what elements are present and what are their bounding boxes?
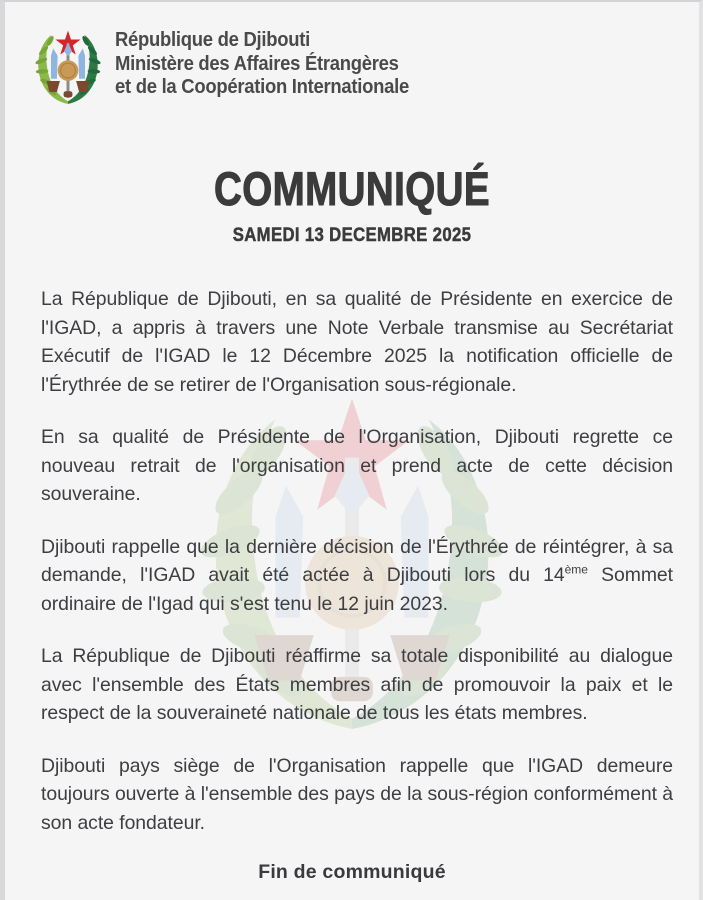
dagger-left [51, 48, 58, 78]
paragraph-3-before: Djibouti rappelle que la dernière décision de l'Érythrée de réintégrer, à sa demande, l'IGAD avait été actée à Djibouti lors du 14 [41, 535, 673, 586]
document-date: SAMEDI 13 DECEMBRE 2025 [232, 225, 472, 246]
paragraph-2: En sa qualité de Présidente de l'Organisation, Djibouti regrette ce nouveau retrait de l'organisation et prend acte de cette décision souveraine. [41, 426, 673, 505]
paragraph-3 [41, 533, 673, 619]
closing-statement: Fin de communiqué [258, 861, 446, 883]
header-line-republic: République de Djibouti [115, 28, 310, 51]
header-line-cooperation: et de la Coopération Internationale [115, 75, 410, 98]
paragraph-3-after: Sommet ordinaire de l'Igad qui s'est tenu le 12 juin 2023. [41, 564, 673, 615]
document-header [5, 2, 699, 107]
paragraph-4: La République de Djibouti réaffirme sa totale disponibilité au dialogue avec l'ensemble des États membres afin de promouvoir la paix et le respect de la souveraineté nationale de tous les états membres. [41, 645, 673, 724]
document-body [41, 285, 673, 837]
header-line-ministry: Ministère des Affaires Étrangères [115, 51, 399, 75]
coat-of-arms-icon [31, 29, 105, 107]
paragraph-5: Djibouti pays siège de l'Organisation rappelle que l'IGAD demeure toujours ouverte à l'ensemble des pays de la sous-région conformément à son acte fondateur. [41, 754, 673, 834]
ordinal-superscript: ème [564, 562, 588, 577]
ministry-titles [115, 28, 442, 99]
title-block [5, 162, 699, 247]
dagger-right [78, 48, 85, 78]
page-title: COMMUNIQUÉ [213, 162, 491, 215]
paragraph-1: La République de Djibouti, en sa qualité de Présidente en exercice de l'IGAD, a appris à travers une Note Verbale transmise au Secrétariat Exécutif de l'IGAD le 12 Décembre 2025 la notification officielle de l'Érythrée de se retirer de l'Organisation sous-régionale. [41, 288, 673, 396]
